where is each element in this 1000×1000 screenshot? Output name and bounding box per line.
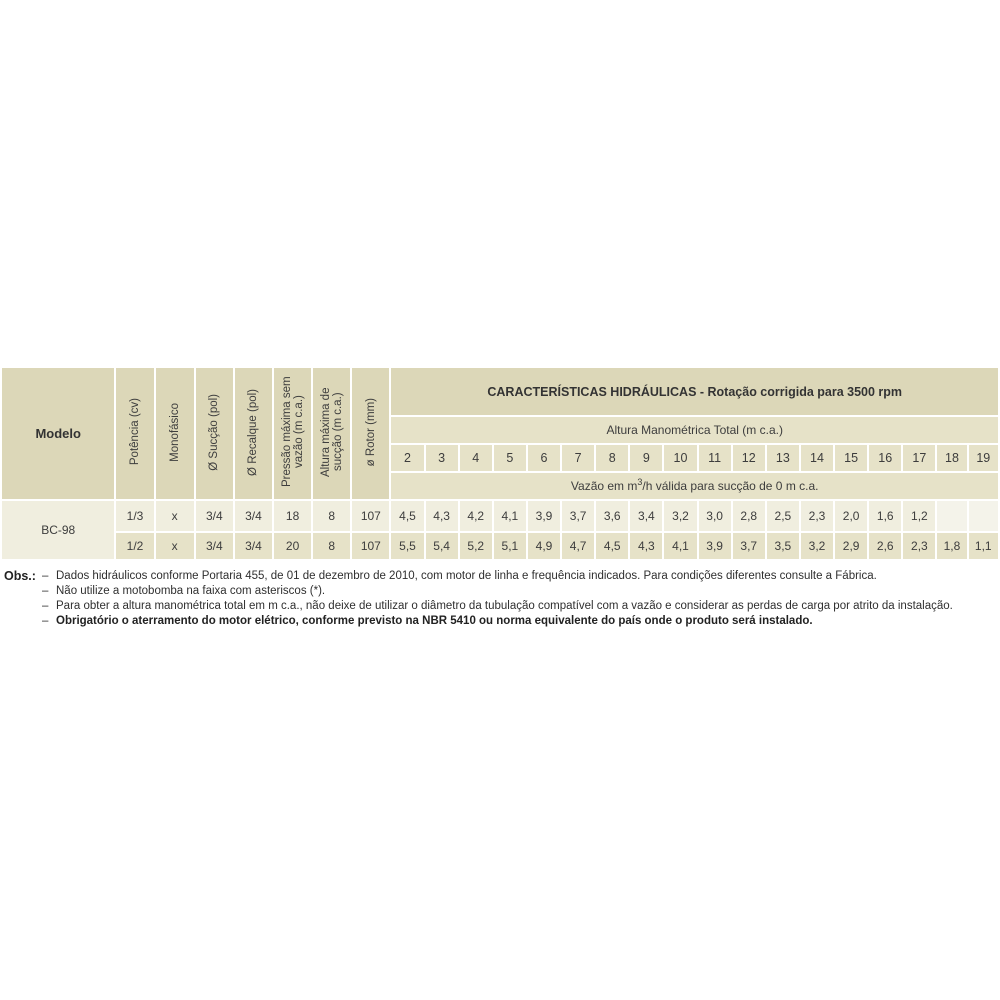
model-name: BC-98 xyxy=(1,500,115,560)
head-value-cell: 10 xyxy=(663,444,697,472)
note-item xyxy=(4,614,994,629)
flow-value-cell: 2,0 xyxy=(834,500,868,532)
flow-value-cell: 1,8 xyxy=(936,532,967,560)
head-value-cell: 4 xyxy=(459,444,493,472)
head-value-cell: 18 xyxy=(936,444,967,472)
head-value-cell: 8 xyxy=(595,444,629,472)
succao-cell: 3/4 xyxy=(195,500,234,532)
succao-cell: 3/4 xyxy=(195,532,234,560)
flow-value-cell: 4,9 xyxy=(527,532,561,560)
pressao-cell: 18 xyxy=(273,500,312,532)
head-value-cell: 9 xyxy=(629,444,663,472)
flow-value-cell: 5,4 xyxy=(425,532,459,560)
pressao-cell: 20 xyxy=(273,532,312,560)
flow-label: Vazão em $m^3/h$ válida para sucção de 0 m c.a. xyxy=(390,472,999,500)
recalque-cell: 3/4 xyxy=(234,532,273,560)
head-value-cell: 13 xyxy=(766,444,800,472)
flow-value-cell: 5,2 xyxy=(459,532,493,560)
monofasico-cell: x xyxy=(155,500,195,532)
flow-value-cell: 3,2 xyxy=(800,532,834,560)
note-text-bold: Obrigatório o aterramento do motor elétrico, conforme previsto na NBR 5410 ou norma equivalente do país onde o produto será instalado. xyxy=(56,615,813,627)
rotor-cell: 107 xyxy=(351,500,390,532)
head-value-cell: 16 xyxy=(868,444,902,472)
flow-value-cell: 2,8 xyxy=(732,500,766,532)
flow-value-cell: 4,5 xyxy=(390,500,424,532)
flow-value-cell: 5,5 xyxy=(390,532,424,560)
head-value-cell: 15 xyxy=(834,444,868,472)
recalque-header: Ø Recalque (pol) xyxy=(234,368,273,500)
flow-value-cell: 2,3 xyxy=(800,500,834,532)
note-dash: – xyxy=(42,570,49,582)
flow-value-cell: 3,7 xyxy=(732,532,766,560)
flow-value-cell: 3,0 xyxy=(698,500,732,532)
hydraulic-spec-table xyxy=(0,368,1000,561)
flow-value-cell: 4,7 xyxy=(561,532,595,560)
head-value-cell: 12 xyxy=(732,444,766,472)
flow-value-cell: 3,6 xyxy=(595,500,629,532)
potencia-header: Potência (cv) xyxy=(115,368,154,500)
flow-value-cell: 4,1 xyxy=(493,500,527,532)
spec-table-container xyxy=(0,368,1000,561)
recalque-cell: 3/4 xyxy=(234,500,273,532)
flow-value-cell: 3,7 xyxy=(561,500,595,532)
head-value-cell: 17 xyxy=(902,444,936,472)
note-text: Para obter a altura manométrica total em m c.a., não deixe de utilizar o diâmetro da tubulação compatível com a vazão e considerar as perdas de carga por atrito da instalação. xyxy=(56,600,953,612)
head-value-cell: 19 xyxy=(968,444,999,472)
flow-value-cell: 4,2 xyxy=(459,500,493,532)
monofasico-cell: x xyxy=(155,532,195,560)
flow-value-cell xyxy=(968,500,999,532)
hydraulic-title: CARACTERÍSTICAS HIDRÁULICAS - Rotação corrigida para 3500 rpm xyxy=(390,368,999,416)
flow-value-cell: 3,9 xyxy=(527,500,561,532)
note-item xyxy=(4,584,994,599)
amt-label: Altura Manométrica Total (m c.a.) xyxy=(390,416,999,444)
head-value-cell: 14 xyxy=(800,444,834,472)
head-value-cell: 6 xyxy=(527,444,561,472)
pressao-header: Pressão máxima sem vazão (m c.a.) xyxy=(273,368,312,500)
altura-succao-cell: 8 xyxy=(312,532,351,560)
flow-value-cell: 4,5 xyxy=(595,532,629,560)
flow-value-cell: 4,3 xyxy=(425,500,459,532)
head-value-cell: 11 xyxy=(698,444,732,472)
head-value-cell: 2 xyxy=(390,444,424,472)
monofasico-header: Monofásico xyxy=(155,368,195,500)
altura-succao-cell: 8 xyxy=(312,500,351,532)
note-text: Não utilize a motobomba na faixa com asteriscos (*). xyxy=(56,585,326,597)
flow-value-cell: 4,1 xyxy=(663,532,697,560)
note-dash: – xyxy=(42,600,49,612)
flow-value-cell: 1,1 xyxy=(968,532,999,560)
flow-value-cell: 4,3 xyxy=(629,532,663,560)
potencia-cell: 1/2 xyxy=(115,532,154,560)
head-value-cell: 7 xyxy=(561,444,595,472)
flow-value-cell: 2,3 xyxy=(902,532,936,560)
flow-value-cell: 1,2 xyxy=(902,500,936,532)
flow-value-cell: 3,2 xyxy=(663,500,697,532)
head-value-cell: 3 xyxy=(425,444,459,472)
note-item xyxy=(4,599,994,614)
note-item xyxy=(4,569,994,584)
rotor-header: ø Rotor (mm) xyxy=(351,368,390,500)
succao-header: Ø Sucção (pol) xyxy=(195,368,234,500)
flow-value-cell: 2,6 xyxy=(868,532,902,560)
altura-succao-header: Altura máxima de sucção (m c.a.) xyxy=(312,368,351,500)
notes-section xyxy=(4,569,994,629)
flow-value-cell: 3,4 xyxy=(629,500,663,532)
flow-value-cell: 1,6 xyxy=(868,500,902,532)
flow-value-cell: 5,1 xyxy=(493,532,527,560)
rotor-cell: 107 xyxy=(351,532,390,560)
notes-label: Obs.: xyxy=(4,569,36,583)
note-dash: – xyxy=(42,615,49,627)
flow-value-cell: 3,5 xyxy=(766,532,800,560)
flow-value-cell: 2,5 xyxy=(766,500,800,532)
note-text: Dados hidráulicos conforme Portaria 455, de 01 de dezembro de 2010, com motor de linha e frequência indicados. Para condições diferentes consulte a Fábrica. xyxy=(56,570,877,582)
flow-value-cell: 3,9 xyxy=(698,532,732,560)
flow-value-cell xyxy=(936,500,967,532)
potencia-cell: 1/3 xyxy=(115,500,154,532)
model-header: Modelo xyxy=(1,368,115,500)
head-value-cell: 5 xyxy=(493,444,527,472)
note-dash: – xyxy=(42,585,49,597)
flow-value-cell: 2,9 xyxy=(834,532,868,560)
